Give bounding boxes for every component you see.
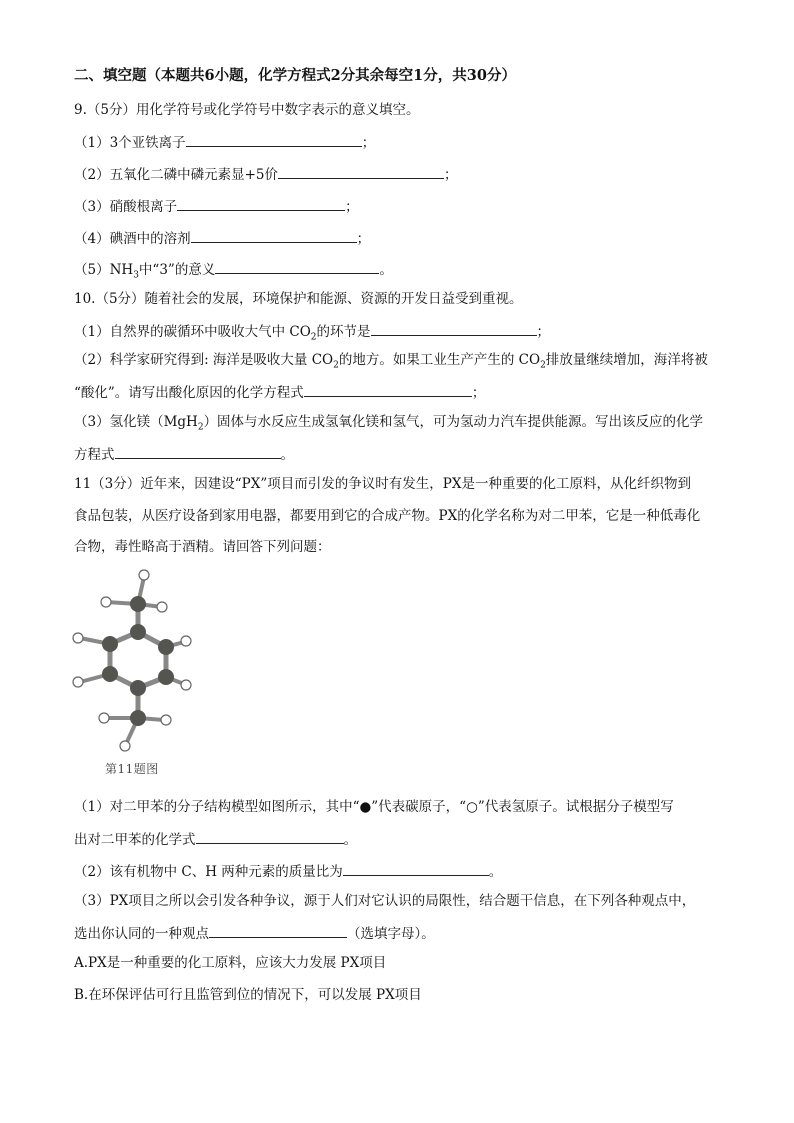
hydrogen-atoms: [73, 570, 191, 751]
q10-part-2-line-1: （2）科学家研究得到: 海洋是吸收大量 $CO_2$的地方。如果工业生产产生的 $CO_2$排放量继续增加，海洋将被: [74, 352, 708, 371]
carbon-atom: [130, 710, 146, 726]
hydrogen-atom: [139, 570, 149, 580]
hydrogen-atom: [157, 602, 167, 612]
option-a: A.PX是一种重要的化工原料，应该大力发展 PX项目: [74, 955, 387, 971]
q11-part-3-line-1: （3）PX项目之所以会引发各种争议，源于人们对它认识的局限性，结合题干信息，在下列各种观点中，: [74, 893, 696, 909]
answer-blank[interactable]: [278, 163, 444, 179]
carbon-atom: [158, 669, 174, 685]
q10-part-2-line-2: “酸化”。请写出酸化原因的化学方程式 ；: [74, 381, 485, 403]
q9-stem: 9.（5分）用化学符号或化学符号中数字表示的意义填空。: [74, 102, 420, 118]
carbon-atom: [130, 680, 146, 696]
q9-part-1: （1）3个亚铁离子 ；: [74, 131, 375, 153]
hydrogen-atom: [120, 741, 130, 751]
molecule-figure: [66, 562, 196, 782]
q9-part-4: （4）碘酒中的溶剂 ；: [74, 227, 370, 249]
section-heading: 二、填空题（本题共6小题，化学方程式2分其余每空1分，共30分）: [74, 67, 516, 84]
q11-stem-line-1: 11（3分）近年来，因建设“PX”项目而引发的争议时有发生，PX是一种重要的化工原料，从化纤织物到: [74, 476, 691, 492]
answer-blank[interactable]: [371, 320, 537, 336]
hydrogen-atom: [73, 633, 83, 643]
answer-blank[interactable]: [209, 922, 347, 938]
hydrogen-atom: [181, 636, 191, 646]
q11-part-1-line-2: 出对二甲苯的化学式 。: [74, 828, 357, 850]
q9-part-3: （3）硝酸根离子 ；: [74, 195, 359, 217]
answer-blank[interactable]: [304, 381, 472, 397]
carbon-atom: [102, 666, 118, 682]
q11-stem-line-2: 食品包装，从医疗设备到家用电器，都要用到它的合成产物。PX的化学名称为对二甲苯，它是一种低毒化: [74, 508, 701, 524]
answer-blank[interactable]: [115, 443, 281, 459]
hydrogen-atom: [99, 713, 109, 723]
hydrogen-atom: [73, 677, 83, 687]
option-b: B.在环保评估可行且监管到位的情况下，可以发展 PX项目: [74, 987, 422, 1003]
q10-part-3-line-2: 方程式 。: [74, 443, 294, 465]
q11-part-1-line-1: （1）对二甲苯的分子结构模型如图所示，其中“●”代表碳原子，“○”代表氢原子。试根据分子模型写: [74, 799, 674, 815]
hydrogen-atom: [181, 680, 191, 690]
q9-part-2: （2）五氧化二磷中磷元素显+5价 ；: [74, 163, 458, 185]
answer-blank[interactable]: [196, 828, 344, 844]
answer-blank[interactable]: [191, 227, 357, 243]
q10-stem: 10.（5分）随着社会的发展，环境保护和能源、资源的开发日益受到重视。: [74, 291, 523, 307]
answer-blank[interactable]: [343, 860, 489, 876]
hydrogen-atom: [161, 715, 171, 725]
answer-blank[interactable]: [177, 195, 345, 211]
carbon-atom: [158, 639, 174, 655]
carbon-atom: [102, 636, 118, 652]
hydrogen-atom: [101, 597, 111, 607]
q10-part-1: （1）自然界的碳循环中吸收大气中 $CO_2$的环节是 ；: [74, 320, 550, 342]
answer-blank[interactable]: [215, 258, 379, 274]
q11-part-3-line-2: 选出你认同的一种观点 （选填字母）。: [74, 922, 435, 944]
q11-part-2: （2）该有机物中 C、H 两种元素的质量比为 。: [74, 860, 502, 882]
carbon-atom: [130, 624, 146, 640]
q9-part-5: $(5)NH_3$中“3”的意义 。: [74, 258, 393, 280]
q10-part-3-line-1: （3）氢化镁（MgH$_2$）固体与水反应生成氢氧化镁和氢气，可为氢动力汽车提供能源。写出该反应的化学: [74, 414, 704, 433]
figure-caption: 第11题图: [105, 762, 159, 776]
carbon-atom: [130, 596, 146, 612]
q11-stem-line-3: 合物，毒性略高于酒精。请回答下列问题：: [74, 539, 331, 555]
answer-blank[interactable]: [186, 131, 362, 147]
